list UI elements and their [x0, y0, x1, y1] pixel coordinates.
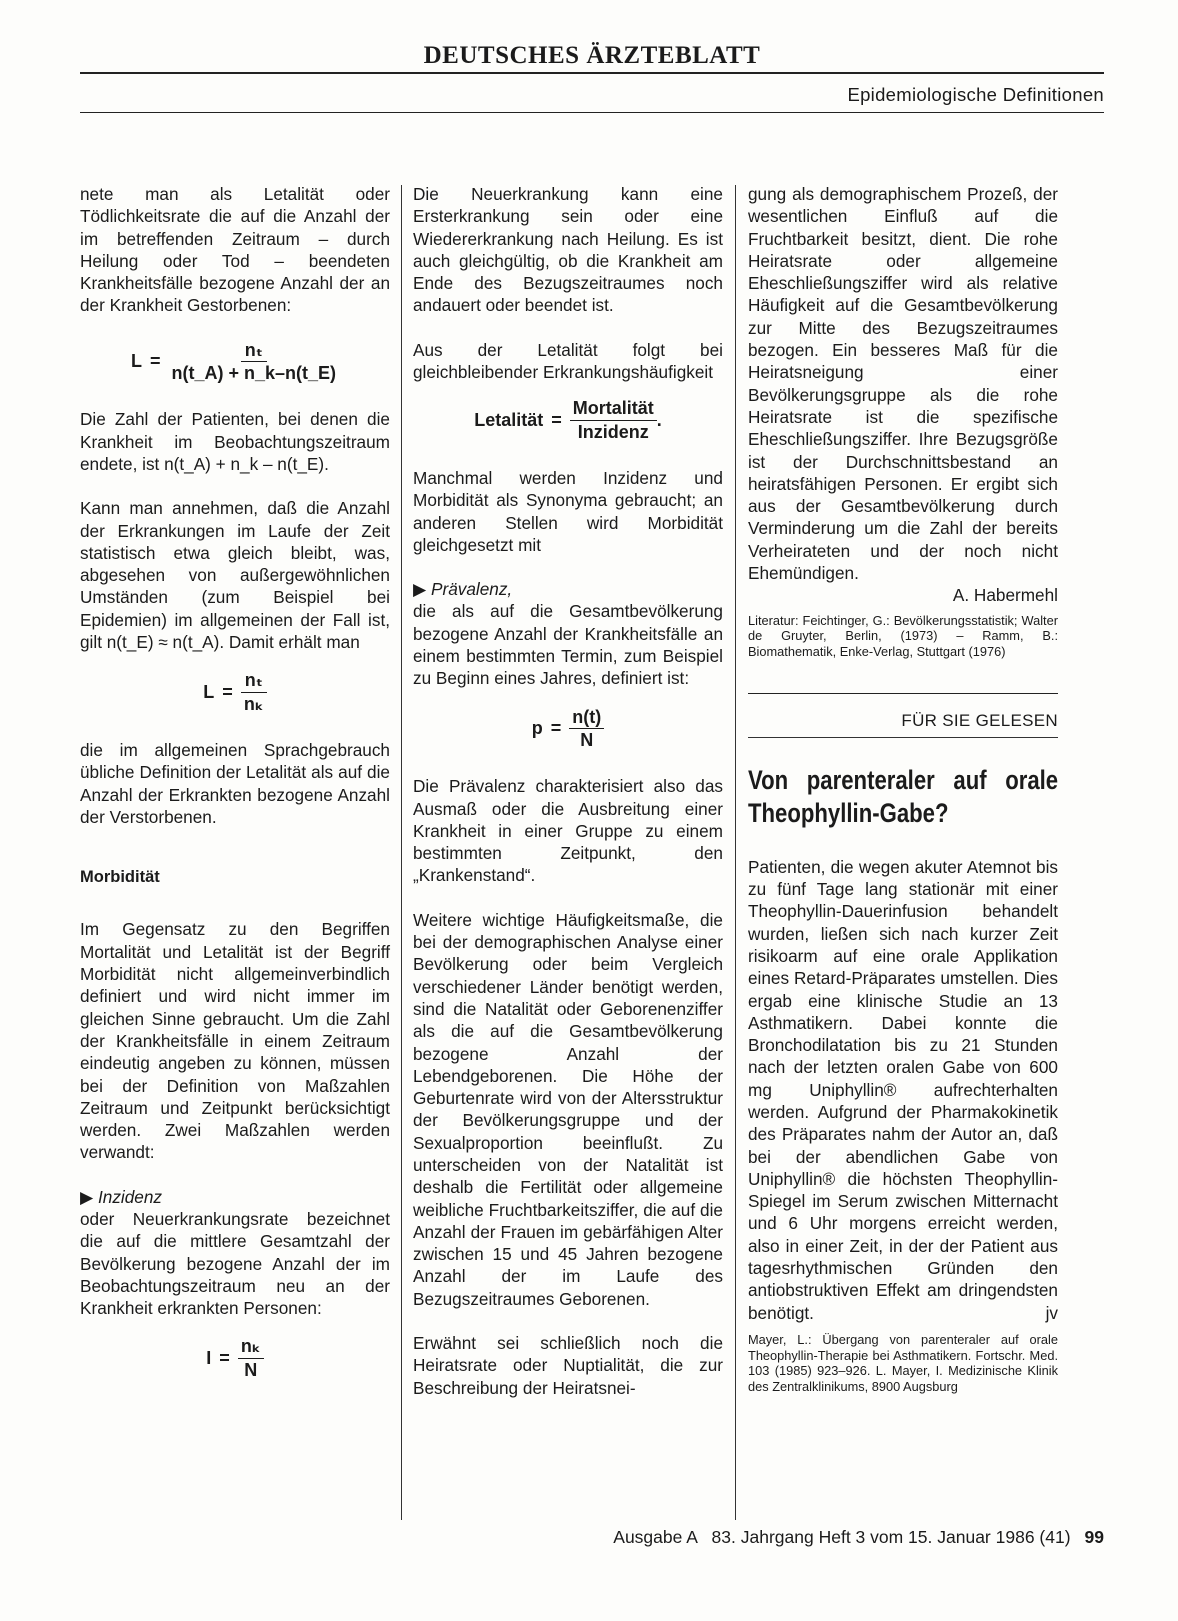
fraction-denominator: n(t_A) + n_k–n(t_E)	[171, 363, 337, 384]
paragraph: Aus der Letalität folgt bei gleichbleibender Erkrankungshäufigkeit	[413, 339, 723, 383]
formula-letalitaet-ratio	[413, 397, 723, 443]
fraction	[569, 706, 604, 752]
formula-lhs: L	[203, 681, 215, 702]
fraction-numerator: nₖ	[238, 1335, 264, 1358]
fraction	[168, 339, 339, 385]
feature-rule	[748, 693, 1058, 694]
formula-lhs: L	[130, 351, 142, 372]
paragraph: Die Neuerkrankung kann eine Ersterkrankung sein oder eine Wiedererkrankung nach Heilung. Es ist auch gleichgültig, ob die Krankheit am Ende des Bezugszeitraumes noch andauert oder beendet ist.	[413, 184, 723, 316]
bullet-label: Inzidenz	[98, 1186, 163, 1207]
formula-praevalenz	[413, 706, 723, 752]
fraction-numerator: nₜ	[241, 669, 267, 692]
section-label: Epidemiologische Definitionen	[847, 84, 1104, 105]
triangle-bullet-icon: ▶	[413, 579, 431, 600]
formula-equals: =	[551, 410, 562, 431]
column-3	[748, 183, 1058, 1394]
paragraph: Die Prävalenz charakterisiert also das Ausmaß oder die Ausbreitung einer Krankheit in einer Gruppe zu einem bestimmten Zeitpunkt, den „Krankenstand“.	[413, 776, 723, 886]
formula-equals: =	[222, 681, 233, 702]
paragraph: Die Zahl der Patienten, bei denen die Krankheit im Beobachtungszeitraum endete, ist n(t_A) + n_k – n(t_E).	[80, 409, 390, 474]
fraction	[241, 669, 267, 715]
bullet-inzidenz	[80, 1186, 390, 1208]
formula-period: .	[656, 410, 662, 431]
paragraph: Manchmal werden Inzidenz und Morbidität als Synonyma gebraucht; an anderen Stellen wird Morbidität gleichgesetzt mit	[413, 467, 723, 555]
paragraph: oder Neuerkrankungsrate bezeichnet die auf die mittlere Gesamtzahl der Bevölkerung bezogene Anzahl der im Beobachtungszeitraum neu an der Krankheit erkrankten Personen:	[80, 1208, 390, 1319]
formula-lhs: Letalität	[474, 410, 544, 431]
article-body	[748, 856, 1058, 1324]
bullet-label: Prävalenz,	[431, 579, 513, 600]
paragraph: die als auf die Gesamtbevölkerung bezogene Anzahl der Krankheitsfälle an einem bestimmten Termin, zum Beispiel zu Beginn eines Jahres, definiert ist:	[413, 601, 723, 689]
subheading-morbiditaet: Morbidität	[80, 868, 160, 887]
page-number: 99	[1084, 1527, 1104, 1547]
paragraph: Erwähnt sei schließlich noch die Heiratsrate oder Nuptialität, die zur Beschreibung der Heiratsnei-	[413, 1333, 723, 1398]
fraction-denominator: Inzidenz	[577, 421, 649, 442]
formula-letalitaet-simplified	[80, 669, 390, 715]
fraction-denominator: N	[580, 729, 594, 750]
fraction-numerator: nₜ	[241, 339, 267, 362]
bullet-praevalenz	[413, 578, 723, 600]
fraction	[570, 397, 657, 443]
formula-equals: =	[149, 351, 161, 372]
paragraph: die im allgemeinen Sprachgebrauch übliche Definition der Letalität als auf die Anzahl der Erkrankten bezogene Anzahl der Verstorbenen.	[80, 739, 390, 827]
fraction-denominator: nₖ	[243, 693, 264, 714]
column-1	[80, 183, 390, 1405]
formula-lhs: I	[206, 1348, 212, 1369]
fraction	[238, 1335, 264, 1381]
masthead-rule	[80, 72, 1104, 74]
header-rule	[80, 112, 1104, 113]
formula-equals: =	[550, 718, 562, 739]
journal-masthead: DEUTSCHES ÄRZTEBLATT	[423, 42, 761, 69]
formula-equals: =	[219, 1348, 230, 1369]
edition-info: Ausgabe A 83. Jahrgang Heft 3 vom 15. Januar 1986 (41)	[613, 1527, 1071, 1547]
paragraph: Im Gegensatz zu den Begriffen Mortalität und Letalität ist der Begriff Morbidität nicht allgemeinverbindlich definiert und wird nicht immer im gleichen Sinne gebraucht. Um die Zahl der Krankheitsfälle in einem Zeitraum eindeutig angeben zu können, müssen bei der Definition von Maßzahlen Zeitraum und Zeitpunkt berücksichtigt werden. Zwei Maßzahlen werden verwandt:	[80, 919, 390, 1163]
paragraph: Weitere wichtige Häufigkeitsmaße, die bei der demographischen Analyse einer Bevölkerung oder beim Vergleich verschiedener Länder benötigt werden, sind die Natalität oder Geborenenziffer als die auf die Gesamtbevölkerung bezogene Anzahl der Lebendgeborenen. Die Höhe der Geburtenrate wird von der Altersstruktur der Bevölkerungsgruppe und der Sexualproportion beeinflußt. Zu unterscheiden von der Natalität ist deshalb die Fertilität oder allgemeine weibliche Fruchtbarkeitsziffer, die auf die Anzahl der Frauen im gebärfähigen Alter zwischen 15 und 45 Jahren bezogene Anzahl der im Laufe des Bezugszeitraumes Geborenen.	[413, 909, 723, 1309]
paragraph: Patienten, die wegen akuter Atemnot bis zu fünf Tage lang stationär mit einer Theophyllin-Dauerinfusion behandelt wurden, ließen sich nach kurzer Zeit risikoarm auf eine orale Applikation eines Retard-Präparates umstellen. Dies ergab eine klinische Studie an 13 Asthmatikern. Dabei konnte die Bronchodilatation bis zu 21 Stunden nach der letzten oralen Gabe von 600 mg Uniphyllin® aufrechterhalten werden. Aufgrund der Pharmakokinetik des Präparates nahm der Autor an, daß bei der abendlichen Gabe von Uniphyllin® die höchsten Theophyllin-Spiegel im Serum zwischen Mitternacht und 6 Uhr morgens erreicht werden, also in einer Zeit, in der der Patient aus tagesrhythmischen Gründen den antiobstruktiven Effekt am dringendsten benötigt.	[748, 856, 1058, 1323]
formula-inzidenz	[80, 1335, 390, 1381]
author-signature: A. Habermehl	[952, 585, 1058, 606]
column-2	[413, 183, 723, 1399]
reference-note: Mayer, L.: Übergang von parenteraler auf orale Theophyllin-Therapie bei Asthmatikern. Fortschr. Med. 103 (1985) 923–926. L. Mayer, I. Medizinische Klinik des Zentralklinikums, 8900 Augsburg	[748, 1331, 1058, 1394]
article-headline: Von parenteraler auf orale Theophyllin-Gabe?	[748, 764, 1059, 828]
literature-note: Literatur: Feichtinger, G.: Bevölkerungsstatistik; Walter de Gruyter, Berlin, (1973) – Ramm, B.: Biomathematik, Enke-Verlag, Stuttgart (1976)	[748, 612, 1058, 659]
author-initials: jv	[1045, 1302, 1058, 1323]
fraction-denominator: N	[244, 1359, 258, 1380]
page-footer	[613, 1527, 1104, 1548]
fraction-numerator: Mortalität	[570, 397, 657, 420]
formula-lhs: p	[531, 718, 543, 739]
formula-letalitaet	[80, 339, 390, 385]
paragraph: gung als demographischem Prozeß, der wesentlichen Einfluß auf die Fruchtbarkeit besitzt, dient. Die rohe Heiratsrate oder allgemeine Eheschließungsziffer wird als relative Häufigkeit auf die Gesamtbevölkerung zur Mitte des Bezugszeitraumes bezogen. Ein besseres Maß für die Heiratsneigung einer Bevölkerungsgruppe als die rohe Heiratsrate ist die spezifische Eheschließungsziffer. Ihre Bezugsgröße ist der Durchschnittsbestand an heiratsfähigen Personen. Er ergibt sich aus der Gesamtbevölkerung durch Verminderung um die Zahl der bereits Verheirateten und der noch nicht Ehemündigen.	[748, 184, 1058, 584]
fraction-numerator: n(t)	[569, 706, 604, 729]
paragraph: nete man als Letalität oder Tödlichkeitsrate die auf die Anzahl der im betreffenden Zeitraum – durch Heilung oder Tod – beendeten Krankheitsfälle bezogene Anzahl der an der Krankheit Gestorbenen:	[80, 184, 390, 316]
triangle-bullet-icon: ▶	[80, 1186, 98, 1207]
column-divider	[735, 185, 736, 1520]
feature-section-label: FÜR SIE GELESEN	[901, 711, 1058, 731]
column-divider	[401, 185, 402, 1520]
feature-section-rule	[748, 737, 1058, 738]
paragraph: Kann man annehmen, daß die Anzahl der Erkrankungen im Laufe der Zeit statistisch etwa gleich bleibt, was, abgesehen von außergewöhnlichen Umständen (zum Beispiel bei Epidemien) im allgemeinen der Fall ist, gilt n(t_E) ≈ n(t_A). Damit erhält man	[80, 498, 390, 653]
